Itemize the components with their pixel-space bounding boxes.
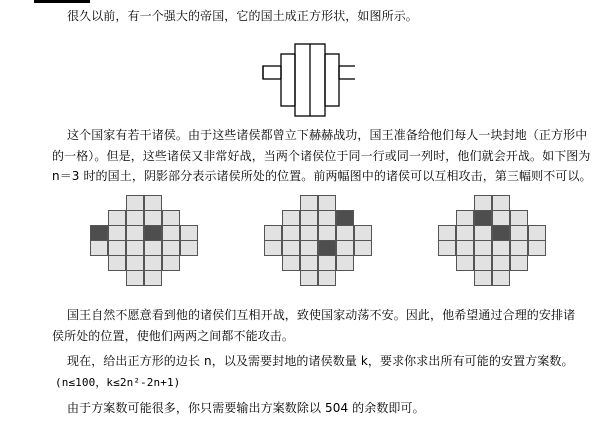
board-cell — [510, 225, 528, 241]
para3-line2: 侯所处的位置，使他们两两之间都不能攻击。 — [52, 329, 295, 343]
board-cell — [354, 240, 372, 256]
board-cell — [474, 270, 492, 286]
board-cell-occupied — [144, 225, 162, 241]
board-cell — [162, 255, 180, 271]
board-cell — [510, 255, 528, 271]
board-cell — [474, 240, 492, 256]
board-cell — [474, 225, 492, 241]
board-cell — [318, 255, 336, 271]
board-cell — [180, 240, 198, 256]
board-cell — [300, 225, 318, 241]
board-cell — [510, 210, 528, 226]
board-cell — [126, 270, 144, 286]
board-cell — [264, 240, 282, 256]
board-cell-occupied — [474, 210, 492, 226]
board-cell — [438, 225, 456, 241]
board-cell — [108, 240, 126, 256]
board-cell — [492, 240, 510, 256]
board-cell — [108, 255, 126, 271]
board-cell — [282, 240, 300, 256]
top-cut-heading-fragment — [34, 0, 90, 3]
board-cell — [438, 240, 456, 256]
board-cell — [282, 210, 300, 226]
board-cell — [300, 255, 318, 271]
board-cell — [144, 255, 162, 271]
board-cell — [162, 210, 180, 226]
board-cell — [108, 225, 126, 241]
board-cell — [354, 225, 372, 241]
board-cell — [126, 240, 144, 256]
board-cell — [318, 195, 336, 211]
board-cell — [180, 225, 198, 241]
board-cell — [300, 210, 318, 226]
para3-line1: 国王自然不愿意看到他的诸侯们互相开战，致使国家动荡不安。因此，他希望通过合理的安排诸 — [67, 308, 576, 322]
board-cell — [492, 210, 510, 226]
board-example-3 — [438, 195, 564, 285]
board-cell — [300, 270, 318, 286]
board-cell-occupied — [492, 225, 510, 241]
board-cell — [300, 240, 318, 256]
board-cell — [456, 240, 474, 256]
board-cell — [510, 240, 528, 256]
board-cell — [474, 195, 492, 211]
board-cell — [336, 225, 354, 241]
board-cell — [144, 270, 162, 286]
board-cell — [318, 270, 336, 286]
board-cell — [162, 225, 180, 241]
para2-line2: 的一格）。但是，这些诸侯又非常好战，当两个诸侯位于同一行或同一列时，他们就会开战。如下图为 — [52, 149, 591, 163]
board-cell — [474, 255, 492, 271]
board-cell — [126, 195, 144, 211]
board-cell-occupied — [318, 240, 336, 256]
board-cell — [108, 210, 126, 226]
board-cell — [144, 240, 162, 256]
board-example-1 — [90, 195, 216, 285]
board-cell — [336, 255, 354, 271]
board-cell — [318, 225, 336, 241]
board-cell — [456, 255, 474, 271]
board-cell — [282, 225, 300, 241]
board-cell — [144, 195, 162, 211]
board-cell — [336, 240, 354, 256]
board-cell — [318, 210, 336, 226]
board-cell — [528, 225, 546, 241]
empire-shape-figure — [255, 40, 355, 120]
board-cell — [126, 255, 144, 271]
board-example-2 — [264, 195, 390, 285]
para4-line1: 现在，给出正方形的边长 n，以及需要封地的诸侯数量 k，要求你求出所有可能的安置方案数。 — [67, 354, 574, 368]
board-cell — [492, 255, 510, 271]
para5-line: 由于方案数可能很多，你只需要输出方案数除以 504 的余数即可。 — [67, 401, 425, 415]
board-cell — [528, 240, 546, 256]
board-cell — [300, 195, 318, 211]
para2-line1: 这个国家有若干诸侯。由于这些诸侯都曾立下赫赫战功，国王准备给他们每人一块封地（正方形中 — [67, 128, 588, 142]
board-cell — [264, 225, 282, 241]
board-cell — [492, 270, 510, 286]
board-cell-occupied — [336, 210, 354, 226]
board-cell — [144, 210, 162, 226]
constraint-line: (n≤100，k≤2n²-2n+1) — [55, 376, 181, 389]
board-cell — [492, 195, 510, 211]
board-cell — [90, 240, 108, 256]
board-cell — [282, 255, 300, 271]
board-cell — [162, 240, 180, 256]
board-cell — [456, 210, 474, 226]
board-cell — [456, 225, 474, 241]
intro-paragraph: 很久以前，有一个强大的帝国，它的国土成正方形状，如图所示。 — [67, 9, 418, 23]
board-cell-occupied — [90, 225, 108, 241]
board-cell — [126, 210, 144, 226]
para2-line3: n＝3 时的国土，阴影部分表示诸侯所处的位置。前两幅图中的诸侯可以互相攻击，第三幅则不可以。 — [52, 169, 592, 183]
board-cell — [126, 225, 144, 241]
